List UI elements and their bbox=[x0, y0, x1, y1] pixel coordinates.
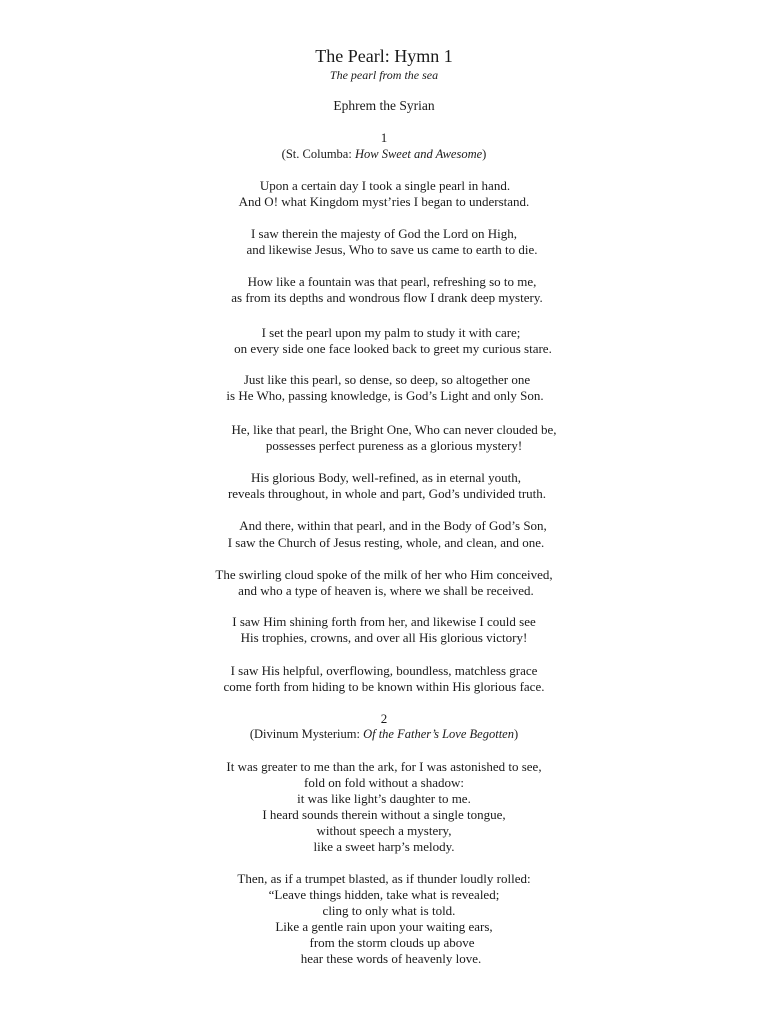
verse-line: And there, within that pearl, and in the Body of God’s Son, bbox=[239, 518, 547, 533]
verse-line: The swirling cloud spoke of the milk of her who Him conceived, bbox=[215, 567, 553, 582]
hymn-2-tune-name: Of the Father’s Love Begotten bbox=[363, 727, 514, 741]
verse-line: hear these words of heavenly love. bbox=[300, 951, 482, 966]
hymn-1-tune: (St. Columba: How Sweet and Awesome) bbox=[281, 147, 487, 161]
verse-line: I set the pearl upon my palm to study it with care; bbox=[261, 325, 521, 340]
verse-line: He, like that pearl, the Bright One, Who can never clouded be, bbox=[231, 422, 557, 437]
page-subtitle: The pearl from the sea bbox=[329, 68, 439, 82]
hymn-2-number: 2 bbox=[380, 711, 388, 726]
verse-line: How like a fountain was that pearl, refreshing so to me, bbox=[247, 274, 537, 289]
verse-line: come forth from hiding to be known within His glorious face. bbox=[223, 679, 545, 694]
verse-line: Just like this pearl, so dense, so deep, so altogether one bbox=[243, 372, 531, 387]
verse-line: I saw the Church of Jesus resting, whole, and clean, and one. bbox=[227, 535, 545, 550]
verse-line: It was greater to me than the ark, for I was astonished to see, bbox=[226, 759, 542, 774]
verse-line: it was like light’s daughter to me. bbox=[297, 791, 471, 806]
hymn-1-number: 1 bbox=[380, 130, 388, 145]
verse-line: And O! what Kingdom myst’ries I began to understand. bbox=[238, 194, 530, 209]
verse-line: reveals throughout, in whole and part, God’s undivided truth. bbox=[227, 486, 547, 501]
hymn-2-tune: (Divinum Mysterium: Of the Father’s Love Begotten) bbox=[249, 727, 519, 741]
verse-line: cling to only what is told. bbox=[322, 903, 456, 918]
verse-line: I heard sounds therein without a single tongue, bbox=[262, 807, 506, 822]
verse-line: from the storm clouds up above bbox=[309, 935, 475, 950]
author-name: Ephrem the Syrian bbox=[333, 98, 435, 113]
verse-line: Then, as if a trumpet blasted, as if thunder loudly rolled: bbox=[237, 871, 531, 886]
verse-line: Upon a certain day I took a single pearl in hand. bbox=[259, 178, 511, 193]
verse-line: is He Who, passing knowledge, is God’s Light and only Son. bbox=[226, 388, 544, 403]
verse-line: fold on fold without a shadow: bbox=[304, 775, 464, 790]
verse-line: I saw therein the majesty of God the Lord on High, bbox=[250, 226, 518, 241]
verse-line: like a sweet harp’s melody. bbox=[313, 839, 455, 854]
verse-line: on every side one face looked back to greet my curious stare. bbox=[234, 341, 552, 356]
verse-line: I saw His helpful, overflowing, boundless, matchless grace bbox=[230, 663, 538, 678]
verse-line: His trophies, crowns, and over all His glorious victory! bbox=[240, 630, 528, 645]
verse-line: possesses perfect pureness as a glorious mystery! bbox=[265, 438, 523, 453]
verse-line: without speech a mystery, bbox=[316, 823, 452, 838]
verse-line: as from its depths and wondrous flow I drank deep mystery. bbox=[231, 290, 543, 305]
verse-line: Like a gentle rain upon your waiting ears, bbox=[275, 919, 493, 934]
verse-line: and who a type of heaven is, where we shall be received. bbox=[238, 583, 534, 598]
verse-line: I saw Him shining forth from her, and likewise I could see bbox=[232, 614, 536, 629]
hymn-1-tune-name: How Sweet and Awesome bbox=[354, 147, 483, 161]
verse-line: and likewise Jesus, Who to save us came to earth to die. bbox=[246, 242, 538, 257]
verse-line: His glorious Body, well-refined, as in eternal youth, bbox=[251, 470, 521, 485]
page-title: The Pearl: Hymn 1 bbox=[315, 46, 453, 66]
verse-line: “Leave things hidden, take what is revealed; bbox=[268, 887, 500, 902]
